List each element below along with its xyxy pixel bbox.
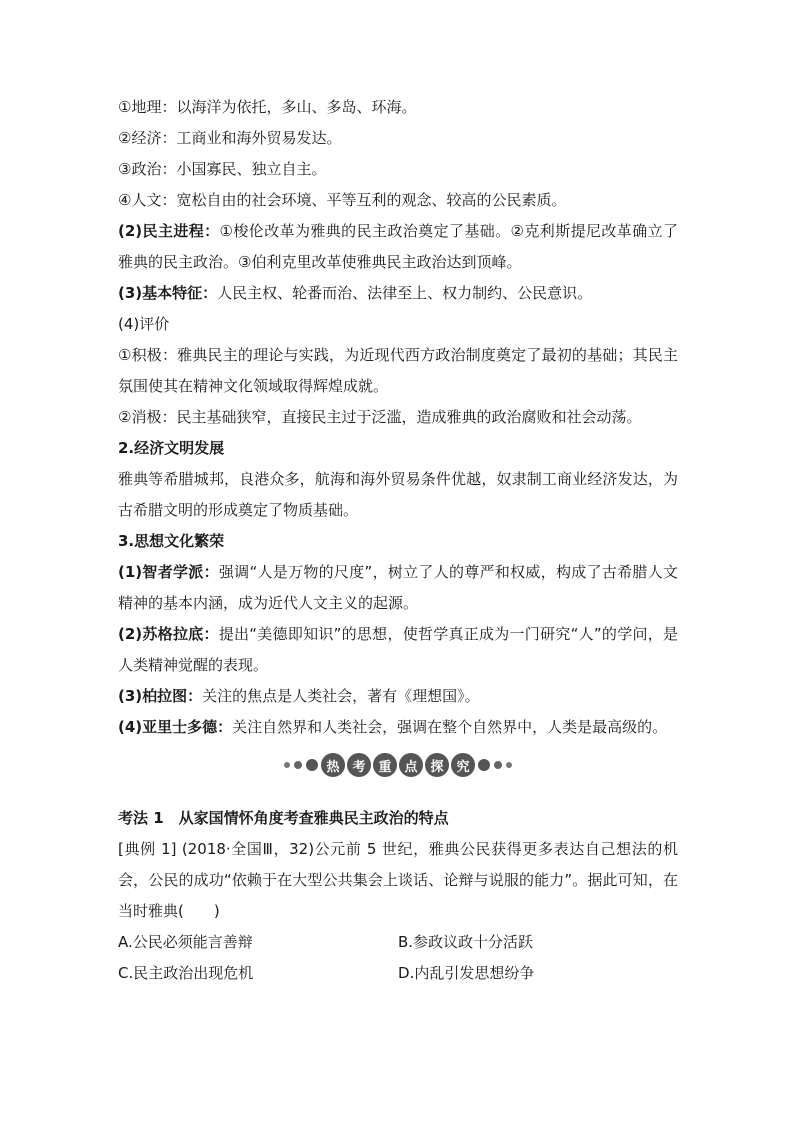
- basic-features: [118, 278, 678, 309]
- method-title: 考法 1 从家国情怀角度考查雅典民主政治的特点: [118, 809, 449, 827]
- geo-item: ①地理：以海洋为依托，多山、多岛、环海。: [118, 98, 417, 116]
- features-label: (3)基本特征：: [118, 284, 218, 302]
- socrates-text: 提出“美德即知识”的思想，使哲学真正成为一门研究“人”的学问，是人类精神觉醒的表现。: [118, 625, 678, 674]
- thought-item-sophists: [118, 557, 678, 619]
- thought-item-socrates: [118, 619, 678, 681]
- thought-item-plato: [118, 681, 678, 712]
- evaluation-negative: ②消极：民主基础狭窄，直接民主过于泛滥，造成雅典的政治腐败和社会动荡。: [118, 408, 642, 426]
- option-a[interactable]: A.公民必须能言善辩: [118, 933, 253, 951]
- section-banner: [118, 749, 678, 781]
- options-row-1: [118, 927, 678, 958]
- banner-dot-icon: [494, 761, 502, 769]
- banner-char: 考: [347, 753, 371, 777]
- sophists-label: (1)智者学派：: [118, 563, 219, 581]
- economy-item: ②经济：工商业和海外贸易发达。: [118, 129, 342, 147]
- example-question: [典例 1] (2018·全国Ⅲ，32)公元前 5 世纪，雅典公民获得更多表达自己想法的机会，公民的成功“依赖于在大型公共集会上谈话、论辩与说服的能力”。据此可知，在当时雅典( ): [118, 840, 678, 920]
- evaluation-positive: ①积极：雅典民主的理论与实践，为近现代西方政治制度奠定了最初的基础；其民主氛围使其在精神文化领域取得辉煌成就。: [118, 346, 678, 395]
- aristotle-label: (4)亚里士多德：: [118, 718, 233, 736]
- evaluation-label: (4)评价: [118, 315, 170, 333]
- sophists-text: 强调“人是万物的尺度”，树立了人的尊严和权威，构成了古希腊人文精神的基本内涵，成为近代人文主义的起源。: [118, 563, 679, 612]
- banner-char: 点: [399, 753, 423, 777]
- document-page: [118, 92, 678, 989]
- section-title-economy: 2.经济文明发展: [118, 439, 225, 457]
- democracy-progress: [118, 216, 678, 278]
- section-title-thought: 3.思想文化繁荣: [118, 532, 225, 550]
- plato-label: (3)柏拉图：: [118, 687, 203, 705]
- option-d[interactable]: D.内乱引发思想纷争: [398, 964, 535, 982]
- banner-dot-icon: [284, 762, 290, 768]
- economy-paragraph: 雅典等希腊城邦，良港众多，航海和海外贸易条件优越，奴隶制工商业经济发达，为古希腊文明的形成奠定了物质基础。: [118, 470, 678, 519]
- progress-text: ①梭伦改革为雅典的民主政治奠定了基础。②克利斯提尼改革确立了雅典的民主政治。③伯利克里改革使雅典民主政治达到顶峰。: [118, 222, 678, 271]
- banner-dot-icon: [294, 761, 302, 769]
- banner-dot-icon: [478, 759, 490, 771]
- banner-char: 热: [321, 753, 345, 777]
- banner-char: 重: [373, 753, 397, 777]
- options-row-2: [118, 958, 678, 989]
- features-text: 人民主权、轮番而治、法律至上、权力制约、公民意识。: [217, 284, 593, 302]
- banner-dot-icon: [306, 759, 318, 771]
- option-b[interactable]: B.参政议政十分活跃: [398, 933, 534, 951]
- plato-text: 关注的焦点是人类社会，著有《理想国》。: [202, 687, 480, 705]
- thought-item-aristotle: [118, 712, 678, 743]
- banner-char: 究: [451, 753, 475, 777]
- option-c[interactable]: C.民主政治出现危机: [118, 964, 254, 982]
- progress-label: (2)民主进程：: [118, 222, 220, 240]
- banner-dot-icon: [506, 762, 512, 768]
- banner-char: 探: [425, 753, 449, 777]
- politics-item: ③政治：小国寡民、独立自主。: [118, 160, 327, 178]
- culture-item: ④人文：宽松自由的社会环境、平等互利的观念、较高的公民素质。: [118, 191, 567, 209]
- socrates-label: (2)苏格拉底：: [118, 625, 219, 643]
- aristotle-text: 关注自然界和人类社会，强调在整个自然界中，人类是最高级的。: [232, 718, 668, 736]
